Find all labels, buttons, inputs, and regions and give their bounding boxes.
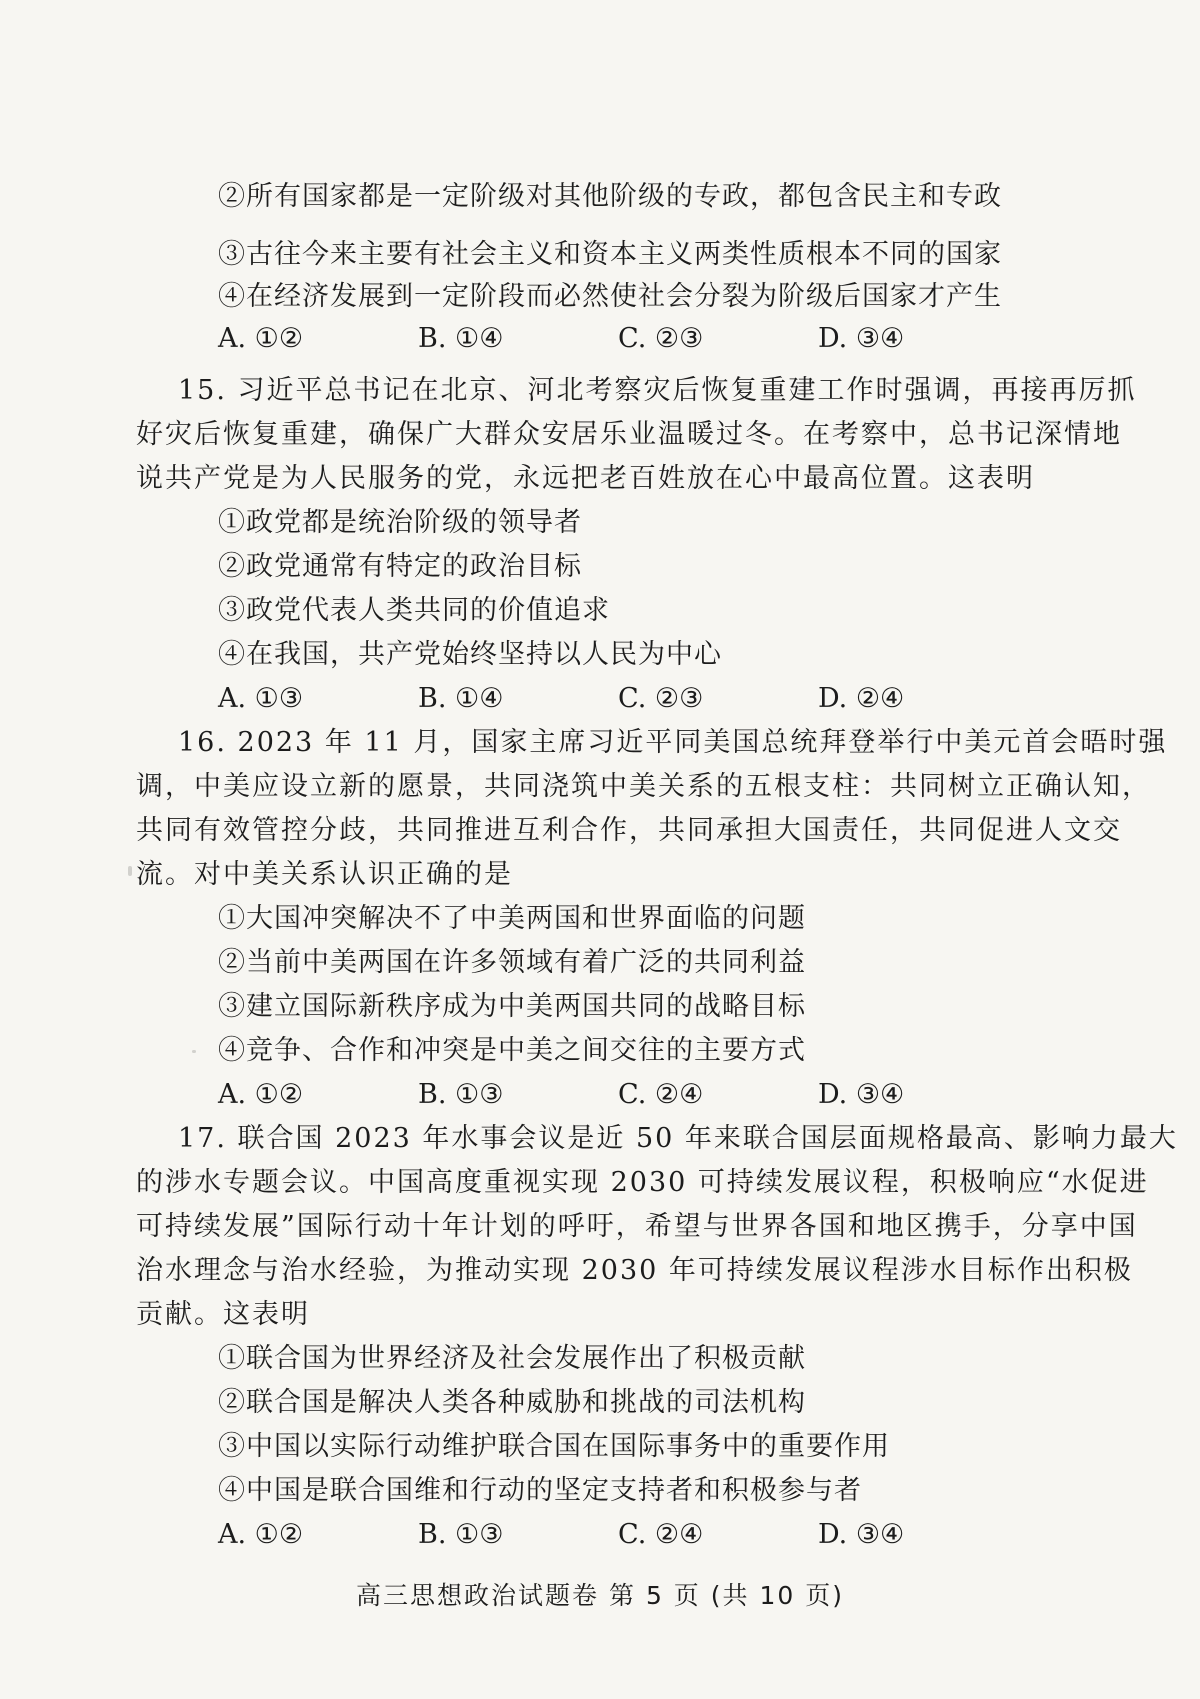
q15-item-3: ③政党代表人类共同的价值追求 — [218, 595, 610, 626]
q16-stem-line-4: 流。对中美关系认识正确的是 — [136, 859, 513, 890]
q17-option-b: B. ①③ — [418, 1519, 504, 1550]
q16-item-2: ②当前中美两国在许多领域有着广泛的共同利益 — [218, 947, 806, 978]
q14-option-a: A. ①② — [218, 323, 304, 354]
q15-stem-line-3: 说共产党是为人民服务的党，永远把老百姓放在心中最高位置。这表明 — [136, 463, 1035, 494]
q17-option-a: A. ①② — [218, 1519, 304, 1550]
q16-item-4: ④竞争、合作和冲突是中美之间交往的主要方式 — [218, 1035, 806, 1066]
q17-item-3: ③中国以实际行动维护联合国在国际事务中的重要作用 — [218, 1431, 890, 1462]
q15-item-1: ①政党都是统治阶级的领导者 — [218, 507, 582, 538]
q15-option-c: C. ②③ — [618, 683, 704, 714]
q16-option-a: A. ①② — [218, 1079, 304, 1110]
q15-stem-line-1: 15. 习近平总书记在北京、河北考察灾后恢复重建工作时强调，再接再厉抓 — [178, 375, 1137, 406]
q15-option-d: D. ②④ — [818, 683, 905, 714]
scan-speck — [128, 866, 132, 876]
scan-speck — [192, 1050, 196, 1053]
q16-stem-line-2: 调，中美应设立新的愿景，共同浇筑中美关系的五根支柱：共同树立正确认知， — [136, 771, 1151, 802]
q14-option-b: B. ①④ — [418, 323, 504, 354]
q17-stem-line-4: 治水理念与治水经验，为推动实现 2030 年可持续发展议程涉水目标作出积极 — [136, 1255, 1133, 1286]
q16-stem-line-1: 16. 2023 年 11 月，国家主席习近平同美国总统拜登举行中美元首会晤时强 — [178, 727, 1168, 758]
q14-item-2: ②所有国家都是一定阶级对其他阶级的专政，都包含民主和专政 — [218, 181, 1002, 212]
q16-item-3: ③建立国际新秩序成为中美两国共同的战略目标 — [218, 991, 806, 1022]
q15-stem-line-2: 好灾后恢复重建，确保广大群众安居乐业温暖过冬。在考察中，总书记深情地 — [136, 419, 1122, 450]
q17-item-1: ①联合国为世界经济及社会发展作出了积极贡献 — [218, 1343, 806, 1374]
q17-stem-line-5: 贡献。这表明 — [136, 1299, 310, 1330]
q14-item-3: ③古往今来主要有社会主义和资本主义两类性质根本不同的国家 — [218, 239, 1002, 270]
q15-option-a: A. ①③ — [218, 683, 304, 714]
q17-stem-line-2: 的涉水专题会议。中国高度重视实现 2030 可持续发展议程，积极响应“水促进 — [136, 1167, 1149, 1198]
q16-option-d: D. ③④ — [818, 1079, 905, 1110]
q17-stem-line-1: 17. 联合国 2023 年水事会议是近 50 年来联合国层面规格最高、影响力最大 — [178, 1123, 1178, 1154]
q17-item-2: ②联合国是解决人类各种威胁和挑战的司法机构 — [218, 1387, 806, 1418]
q17-option-c: C. ②④ — [618, 1519, 704, 1550]
q14-option-c: C. ②③ — [618, 323, 704, 354]
page-footer: 高三思想政治试题卷 第 5 页 (共 10 页) — [356, 1581, 844, 1610]
q15-item-2: ②政党通常有特定的政治目标 — [218, 551, 582, 582]
q17-item-4: ④中国是联合国维和行动的坚定支持者和积极参与者 — [218, 1475, 862, 1506]
q16-stem-line-3: 共同有效管控分歧，共同推进互利合作，共同承担大国责任，共同促进人文交 — [136, 815, 1122, 846]
q14-option-d: D. ③④ — [818, 323, 905, 354]
q16-item-1: ①大国冲突解决不了中美两国和世界面临的问题 — [218, 903, 806, 934]
q17-stem-line-3: 可持续发展”国际行动十年计划的呼吁，希望与世界各国和地区携手，分享中国 — [136, 1211, 1138, 1242]
q17-option-d: D. ③④ — [818, 1519, 905, 1550]
q15-item-4: ④在我国，共产党始终坚持以人民为中心 — [218, 639, 722, 670]
q14-item-4: ④在经济发展到一定阶段而必然使社会分裂为阶级后国家才产生 — [218, 281, 1002, 312]
q16-option-b: B. ①③ — [418, 1079, 504, 1110]
q15-option-b: B. ①④ — [418, 683, 504, 714]
q16-option-c: C. ②④ — [618, 1079, 704, 1110]
